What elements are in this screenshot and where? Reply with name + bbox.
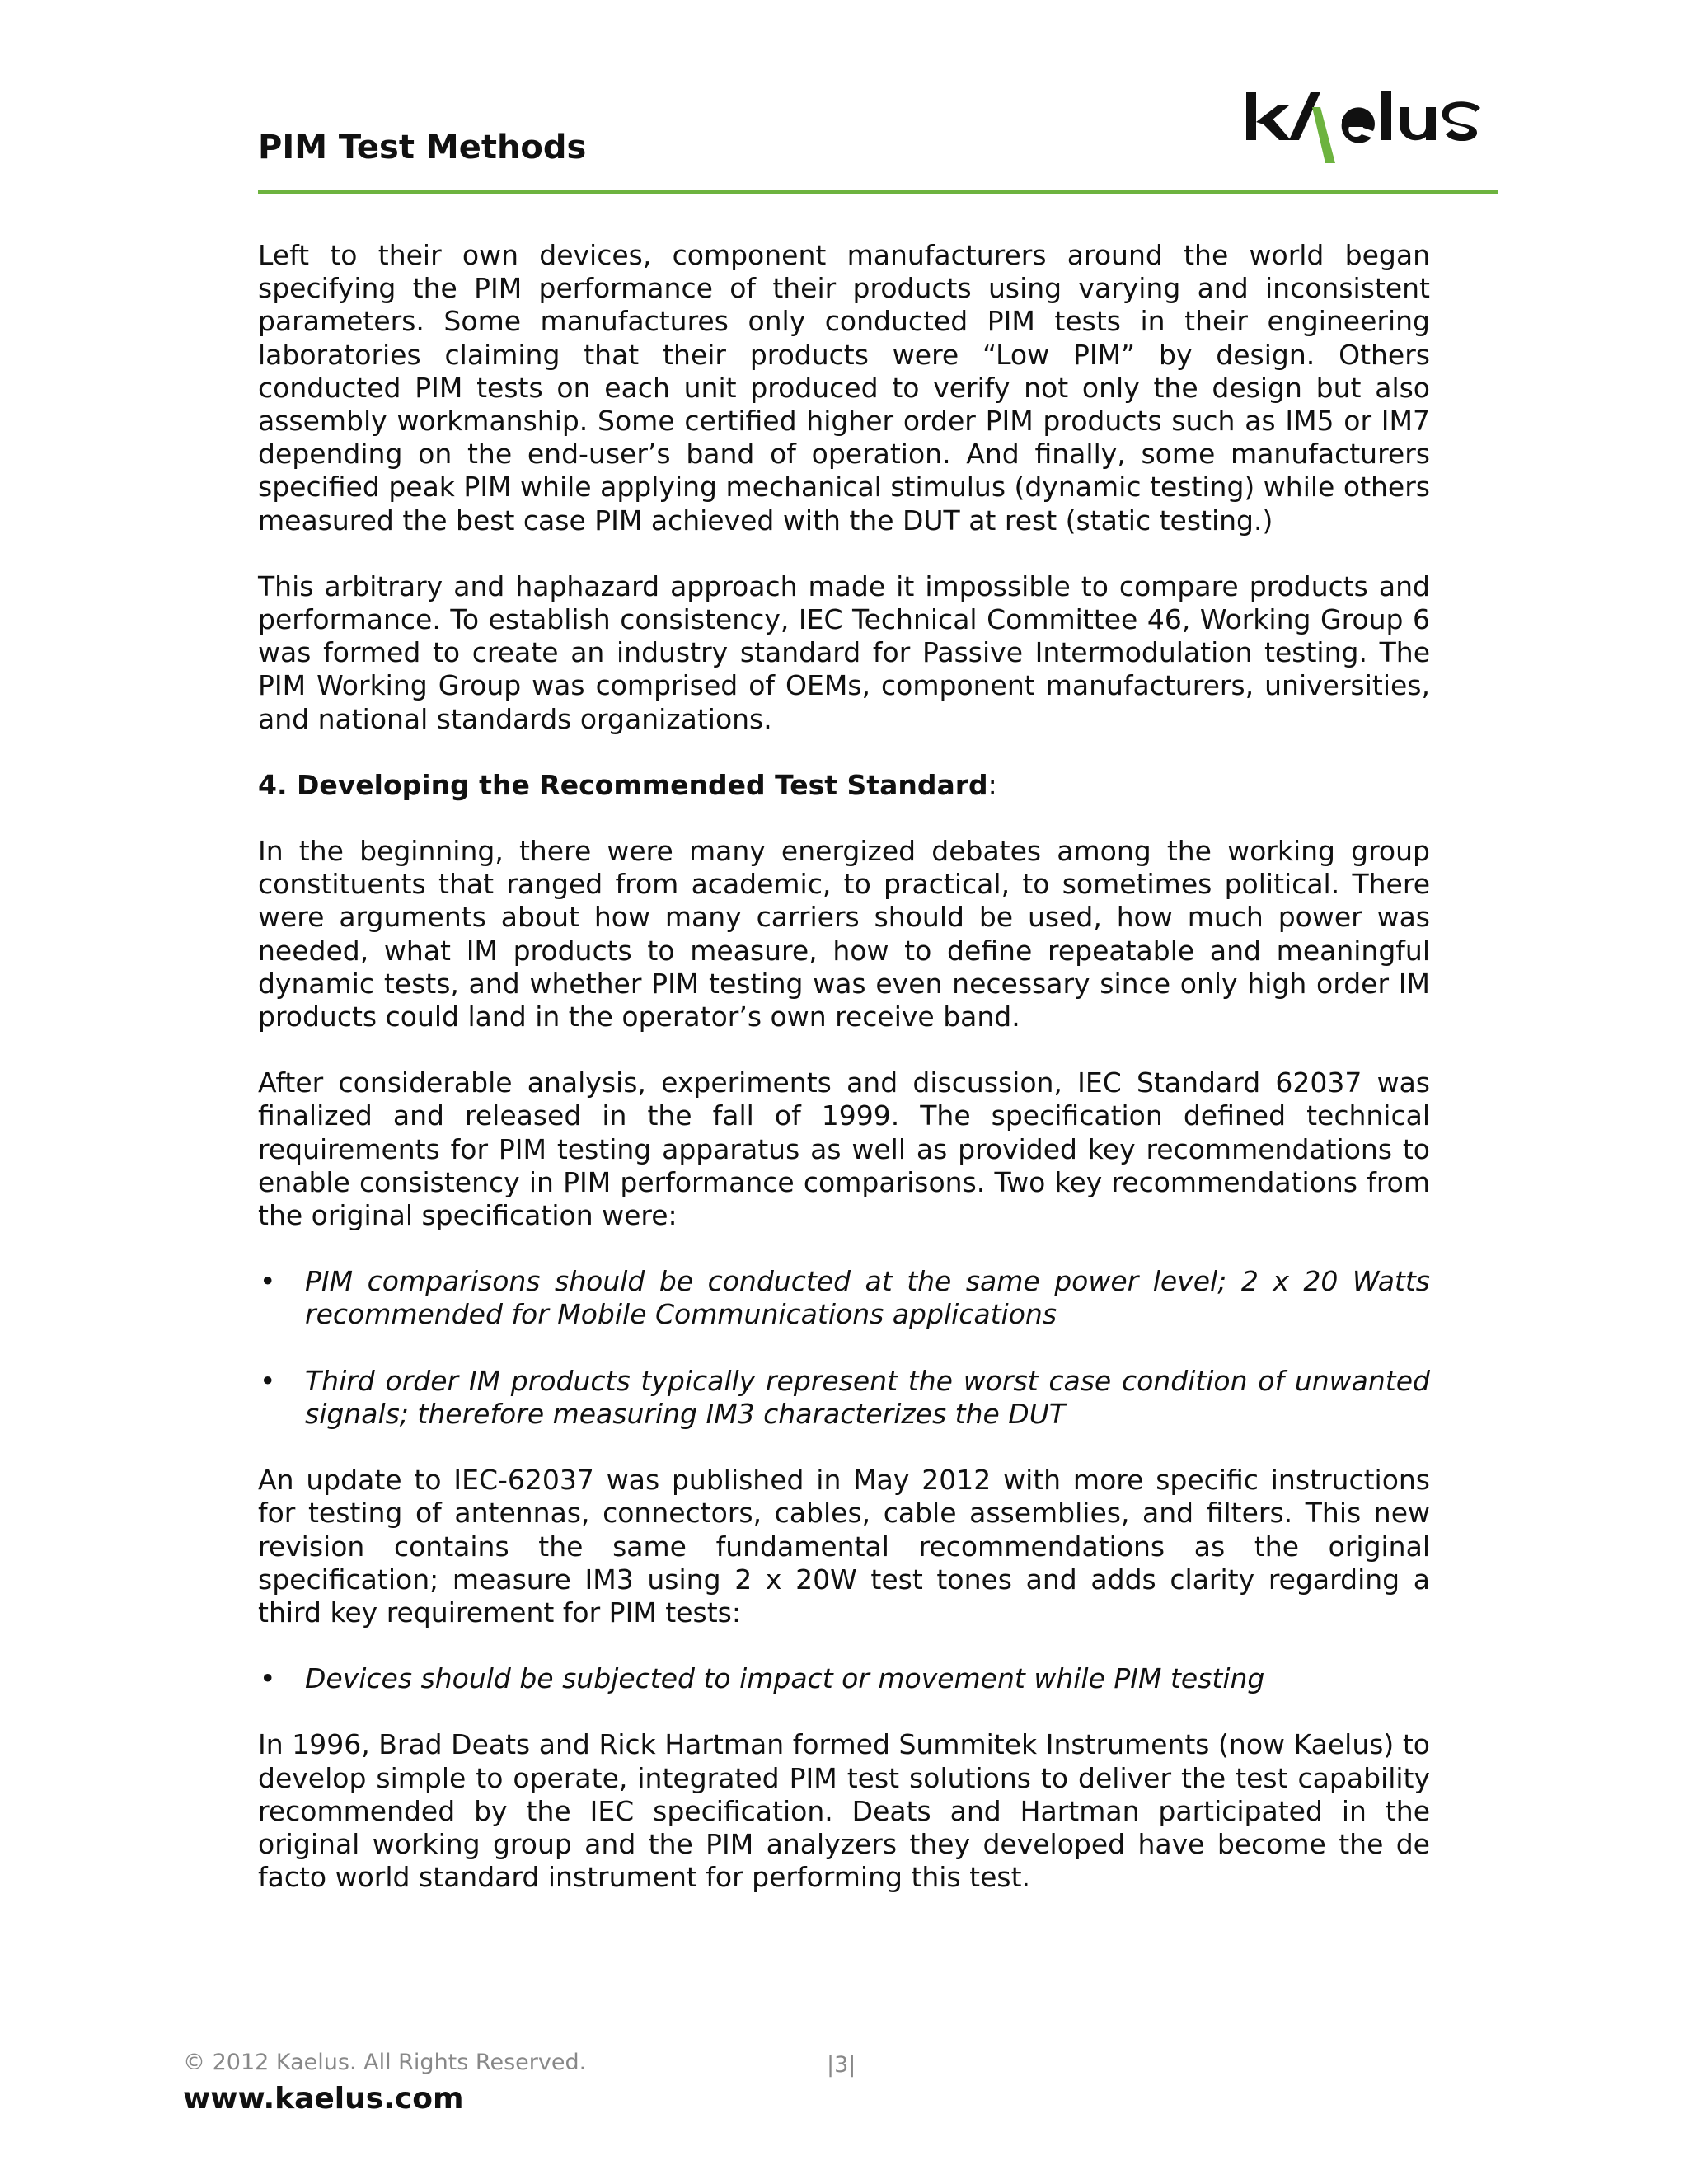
footer-copyright: © 2012 Kaelus. All Rights Reserved. — [183, 2050, 587, 2075]
paragraph: An update to IEC-62037 was published in May 2012 with more specific instructions for testing of antennas, connectors, cables, cable assemblies, and filters. This new revision contains the same fundamental recommendations as the original specification; measure IM3 using 2 x 20W test tones and adds clarity regarding a third key requirement for PIM tests: — [258, 1464, 1430, 1629]
bullet-dot-icon: • — [260, 1662, 276, 1695]
bullet-text: Third order IM products typically represent the worst case condition of unwanted signals; therefore measuring IM3 characterizes the DUT — [305, 1364, 1430, 1430]
section-number: 4. — [258, 768, 288, 801]
document-body — [258, 239, 1430, 1927]
header-rule — [258, 190, 1498, 194]
page-header — [258, 82, 1498, 198]
paragraph: After considerable analysis, experiments and discussion, IEC Standard 62037 was finalized and released in the fall of 1999. The specification defined technical requirements for PIM testing apparatus as well as provided key recommendations to enable consistency in PIM performance comparisons. Two key recommendations from the original specification were: — [258, 1066, 1430, 1232]
section-heading — [258, 769, 1430, 802]
paragraph: Left to their own devices, component manufacturers around the world began specifying the PIM performance of their products using varying and inconsistent parameters. Some manufactures only conducted PIM tests in their engineering laboratories claiming that their products were “Low PIM” by design. Others conducted PIM tests on each unit produced to verify not only the design but also assembly workmanship. Some certified higher order PIM products such as IM5 or IM7 depending on the end-user’s band of operation. And finally, some manufacturers specified peak PIM while applying mechanical stimulus (dynamic testing) while others measured the best case PIM achieved with the DUT at rest (static testing.) — [258, 239, 1430, 537]
bullet-item — [258, 1662, 1430, 1695]
bullet-list — [258, 1265, 1430, 1431]
kaelus-logo — [1241, 82, 1498, 165]
footer-url[interactable]: www.kaelus.com — [183, 2082, 464, 2116]
paragraph: In the beginning, there were many energized debates among the working group constituents that ranged from academic, to practical, to sometimes political. There were arguments about how many carriers should be used, how much power was needed, what IM products to measure, how to define repeatable and meaningful dynamic tests, and whether PIM testing was even necessary since only high order IM products could land in the operator’s own receive band. — [258, 835, 1430, 1033]
bullet-dot-icon: • — [260, 1265, 276, 1298]
section-title: Developing the Recommended Test Standard — [297, 768, 988, 801]
bullet-item — [258, 1365, 1430, 1431]
bullet-list — [258, 1662, 1430, 1695]
bullet-text: PIM comparisons should be conducted at the same power level; 2 x 20 Watts recommended for Mobile Communications applications — [305, 1265, 1430, 1331]
bullet-dot-icon: • — [260, 1364, 276, 1397]
paragraph: This arbitrary and haphazard approach made it impossible to compare products and performance. To establish consistency, IEC Technical Committee 46, Working Group 6 was formed to create an industry standard for Passive Intermodulation testing. The PIM Working Group was comprised of OEMs, component manufacturers, universities, and national standards organizations. — [258, 569, 1430, 735]
bullet-text: Devices should be subjected to impact or movement while PIM testing — [305, 1662, 1265, 1695]
bullet-item — [258, 1265, 1430, 1331]
page-number: |3| — [827, 2052, 856, 2078]
document-title: PIM Test Methods — [258, 129, 587, 166]
paragraph: In 1996, Brad Deats and Rick Hartman formed Summitek Instruments (now Kaelus) to develop simple to operate, integrated PIM test solutions to deliver the test capability recommended by the IEC specification. Deats and Hartman participated in the original working group and the PIM analyzers they developed have become the de facto world standard instrument for performing this test. — [258, 1728, 1430, 1894]
section-colon: : — [987, 768, 997, 801]
